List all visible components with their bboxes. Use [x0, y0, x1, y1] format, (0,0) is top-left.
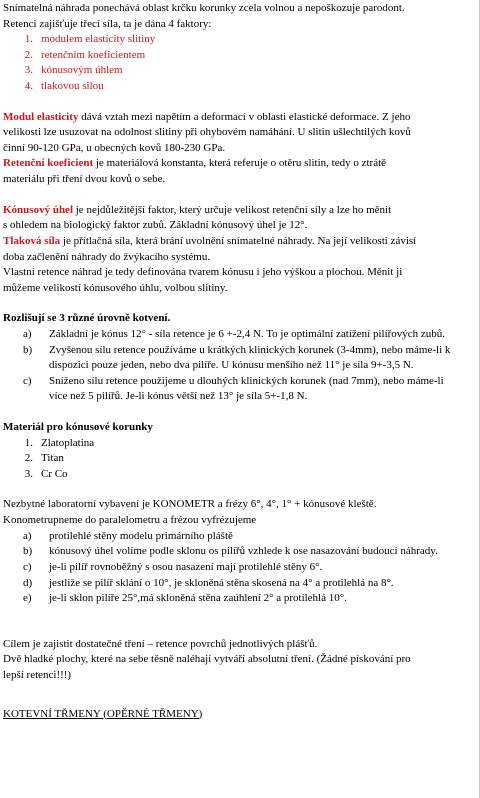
cil-line-1: Cílem je zajistit dostatečné tření – retence povrchů jednotlivých plášťů.: [3, 637, 318, 650]
modul-line-2: velikosti lze usuzovat na odolnost slitiny při ohybovém namáhání. U slitin ušlechtilých kovů: [3, 126, 411, 139]
list-item: a) protilehlé stěny modelu primárního pláště: [23, 529, 233, 542]
tlak-line-2: doba začlenění náhrady do žvýkacího systému.: [3, 250, 211, 263]
factors-list: [3, 32, 479, 94]
milling-steps-list: [3, 529, 479, 607]
tlak-term: Tlaková síla: [3, 234, 61, 247]
list-item: d) jestliže se pilíř sklání o 10°, je skloněná stěna skosená na 4° a protilehlá na 8°.: [23, 576, 394, 589]
list-item: 2. Titan: [24, 452, 64, 465]
cil-line-2: Dvě hladké plochy, které na sebe těsně naléhají vytváří absolutní tření. (Žádné pískování pro: [3, 653, 411, 666]
tlak-line-3: Vlastní retence náhrad je tedy definována tvarem kónusu i jeho výškou a plochou. Měnit ji: [3, 266, 403, 279]
tlak-line-4: můžeme velikostí kónusového úhlu, volbou slitiny.: [3, 281, 228, 294]
cil-line-3: lepší retenci!!!): [3, 668, 72, 681]
vybaveni-line-2: Konometrupneme do paralelometru a frézou vyfrézujeme: [3, 514, 257, 527]
list-item: e) je-li sklon pilíře 25°,má skloněná stěna zaúhlení 2° a protilehlá 10°.: [23, 592, 347, 605]
document-page: [3, 1, 479, 722]
footer-heading: KOTEVNÍ TŘMENY (OPĚRNÉ TŘMENY): [3, 707, 203, 720]
list-item: c) Sníženo sílu retence použijeme u dlouhých klinických korunek (nad 7mm), nebo máme-li více než 5 pilířů. Je-li kónus větší než 13° je síla 5+-1,8 N.: [23, 374, 444, 403]
retencni-line-2: materiálu při tření dvou kovů o sebe.: [3, 173, 166, 186]
list-item: c) je-li pilíř rovnoběžný s osou nasazení mají protilehlé stěny 6°.: [23, 560, 323, 573]
modul-term: Modul elasticity: [3, 110, 79, 123]
tlak-paragraph: Tlaková síla je přítlačná síla, která brání uvolnění snímatelné náhrady. Na její velikosti závisí: [3, 234, 417, 247]
list-item: 3. kónusovým úhlem: [24, 64, 123, 77]
material-list: [3, 436, 479, 483]
modul-paragraph: Modul elasticity dává vztah mezi napětím a deformací v oblasti elastické deformace. Z jeho: [3, 110, 411, 123]
list-item: 1. Zlatoplatina: [24, 436, 95, 449]
kon-paragraph: Kónusový úhel je nejdůležitější faktor, který určuje velikost retenční síly a lze ho měnit: [3, 203, 392, 216]
intro-line-2: Retenci zajišťuje třecí síla, ta je dána 4 faktory:: [3, 17, 212, 30]
kon-line-2: s ohledem na biologický faktor zubů. Základní kónusový úhel je 12°.: [3, 219, 308, 232]
rozlisuji-heading: Rozlišují se 3 různé úrovně kotvení.: [3, 312, 171, 325]
list-item: 2. retenčním koeficientem: [24, 48, 146, 61]
list-item: b) Zvyšenou sílu retence používáme u krátkých klinických korunek (3-4mm), nebo máme-li k dispozici pouze jeden, nebo dva pilíře. U kónusu menšího než 11° je síla 9+-3,5 N.: [23, 343, 451, 372]
list-item: 3. Cr Co: [24, 467, 68, 480]
vybaveni-line-1: Nezbytné laboratorní vybavení je KONOMETR a frézy 6°, 4°, 1° + kónusové kleště.: [3, 498, 377, 511]
list-item: b) kónusový úhel volíme podle sklonu os pilířů vzhlede k ose nasazování budoucí náhrady.: [23, 545, 438, 558]
retention-levels-list: [3, 327, 479, 405]
list-item: a) Základní je kónus 12° - síla retence je 6 +-2,4 N. To je optimální zatížení pilířových zubů.: [23, 327, 446, 340]
list-item: 1. modulem elasticity slitiny: [24, 33, 156, 46]
retencni-paragraph: Retenční koeficient je materiálová konstanta, která referuje o otěru slitin, tedy o ztrátě: [3, 157, 387, 170]
retencni-term: Retenční koeficient: [3, 157, 94, 170]
list-item: 4. tlakovou silou: [24, 80, 104, 93]
intro-line-1: Snímatelná náhrada ponechává oblast krčku korunky zcela volnou a nepoškozuje parodont.: [3, 2, 405, 14]
material-heading: Materiál pro kónusové korunky: [3, 421, 153, 434]
modul-line-3: činní 90-120 GPa, u obecných kovů 180-230 GPa.: [3, 141, 226, 154]
kon-term: Kónusový úhel: [3, 203, 73, 216]
